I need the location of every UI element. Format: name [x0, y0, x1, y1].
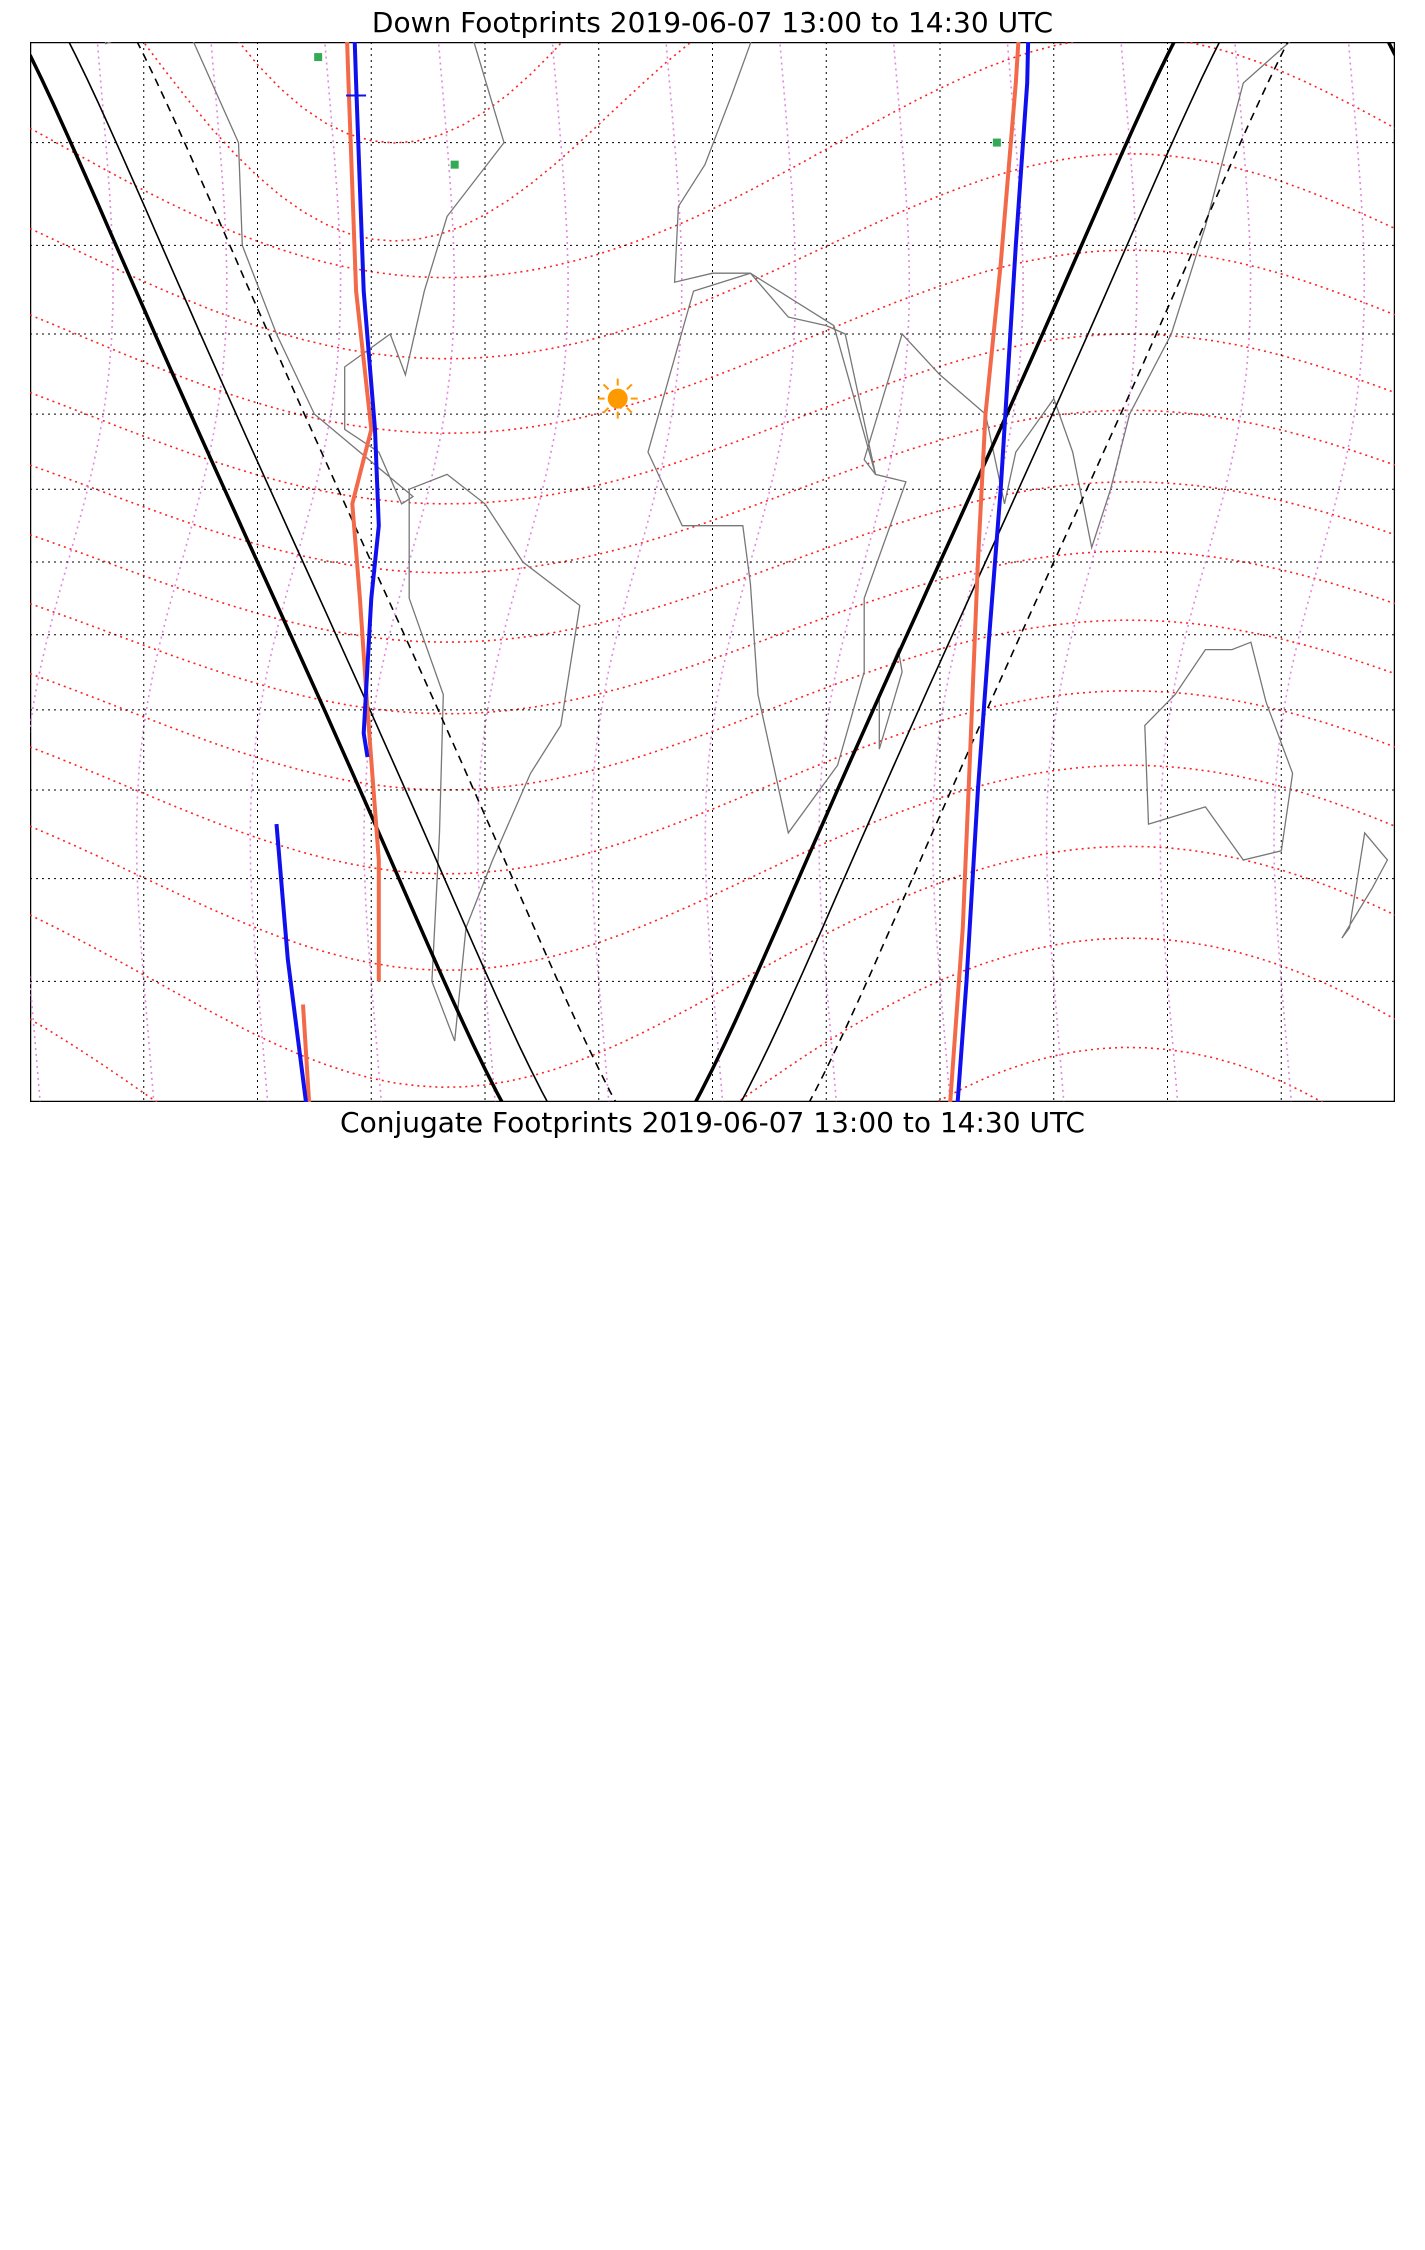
down-footprints-title: Down Footprints 2019-06-07 13:00 to 14:30 UTC	[371, 6, 1054, 39]
conjugate-footprints-map	[30, 1142, 1395, 2202]
ground-station-square-icon	[314, 53, 322, 61]
sun-icon	[608, 389, 628, 409]
conjugate-footprints-title: Conjugate Footprints 2019-06-07 13:00 to 14:30 UTC	[340, 1106, 1085, 1139]
ground-station-square-icon	[993, 139, 1001, 147]
ground-station-square-icon	[451, 161, 459, 169]
down-footprints-map	[30, 42, 1395, 1102]
